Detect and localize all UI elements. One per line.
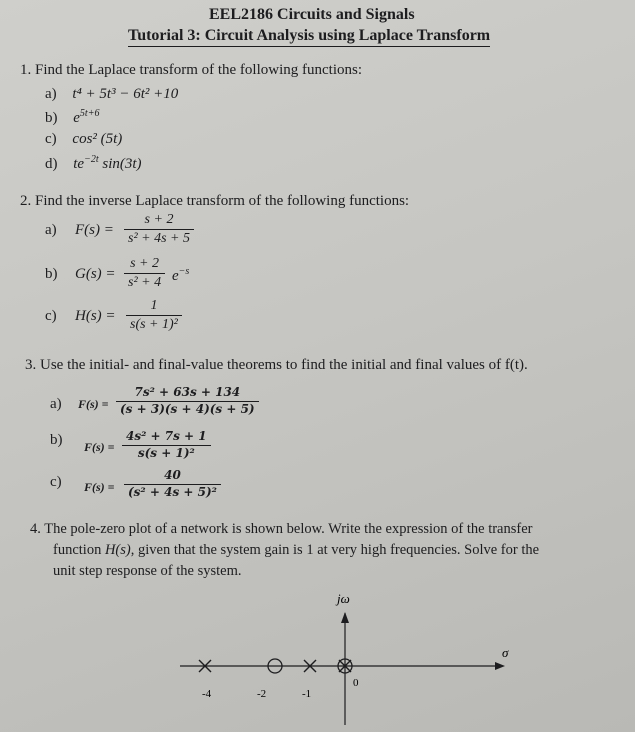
q3b-lhs: F(s) = xyxy=(84,440,115,454)
jw-arrow xyxy=(341,612,349,623)
q3b-label: b) xyxy=(50,432,63,448)
q2a-fraction xyxy=(124,212,194,247)
q1d-label: d) xyxy=(45,156,58,172)
q3b-fraction xyxy=(122,430,211,461)
q2b-fraction xyxy=(124,256,165,291)
course-title: EEL2186 Circuits and Signals xyxy=(209,6,415,23)
q2a-numerator: s + 2 xyxy=(144,212,174,227)
jw-axis-label: jω xyxy=(337,591,350,606)
tutorial-title: Tutorial 3: Circuit Analysis using Laplace Transform xyxy=(128,27,490,47)
q2-prompt: 2. Find the inverse Laplace transform of the following functions: xyxy=(20,193,410,209)
tick-label-zero: 0 xyxy=(353,677,359,689)
q2b-tail xyxy=(172,266,189,285)
q3a-numerator: 7s² + 63s + 134 xyxy=(134,385,241,399)
q2c-fraction xyxy=(126,298,182,333)
q2b-label: b) xyxy=(45,266,58,282)
q3c-lhs: F(s) = xyxy=(84,480,115,494)
q1-prompt: 1. Find the Laplace transform of the following functions: xyxy=(20,62,363,78)
q2b-numerator: s + 2 xyxy=(130,256,159,271)
q2c-denominator: s(s + 1)² xyxy=(130,317,178,333)
q3c-label: c) xyxy=(50,474,62,490)
q1d-expr-pre: te xyxy=(73,156,85,172)
q4-line1: 4. The pole-zero plot of a network is shown below. Write the expression of the transfer xyxy=(30,521,533,537)
q1d xyxy=(45,154,142,173)
q2c-lhs: H(s) = xyxy=(75,308,116,324)
q1a-expr: t⁴ + 5t³ − 6t² +10 xyxy=(72,86,179,102)
q3a-fraction xyxy=(116,386,259,417)
q2b-exp-sup: −s xyxy=(178,266,190,277)
sigma-arrow xyxy=(495,662,505,670)
q2c-label: c) xyxy=(45,308,57,324)
q2b-lhs: G(s) = xyxy=(75,266,116,282)
q3-prompt: 3. Use the initial- and final-value theorems to find the initial and final values of f(t). xyxy=(25,357,528,373)
q2a-lhs: F(s) = xyxy=(75,222,114,238)
q4-line2 xyxy=(53,542,539,559)
q4-line3: unit step response of the system. xyxy=(53,563,242,579)
q2a-denominator: s² + 4s + 5 xyxy=(128,231,190,247)
q1b-expr: e xyxy=(73,110,80,126)
q3a-lhs: F(s) = xyxy=(78,397,109,411)
q2a-label: a) xyxy=(45,222,57,238)
q1b-label: b) xyxy=(45,110,58,126)
q1b-sup: 5t+6 xyxy=(79,108,100,119)
q2b-denominator: s² + 4 xyxy=(128,275,162,291)
q4-line2-pre: function xyxy=(53,542,105,558)
q1d-expr-post: sin(3t) xyxy=(98,156,142,172)
q2c-numerator: 1 xyxy=(150,298,158,313)
q3c-denominator: (s² + 4s + 5)² xyxy=(128,484,217,499)
q2b-exp-base: e xyxy=(172,268,179,284)
q1d-sup: −2t xyxy=(84,154,99,165)
q3b-denominator: s(s + 1)² xyxy=(137,445,195,460)
tick-label-neg4: -4 xyxy=(202,688,212,700)
q1a-label: a) xyxy=(45,86,57,102)
q1b xyxy=(45,108,99,127)
q1c-label: c) xyxy=(45,131,57,147)
q3b-numerator: 4s² + 7s + 1 xyxy=(126,429,207,443)
q3c-numerator: 40 xyxy=(164,468,181,482)
q3a-denominator: (s + 3)(s + 4)(s + 5) xyxy=(120,401,255,416)
q3a-label: a) xyxy=(50,396,62,412)
sigma-axis-label: σ xyxy=(502,645,509,660)
q4-line2-post: , given that the system gain is 1 at very high frequencies. Solve for the xyxy=(130,542,540,558)
q3c-fraction xyxy=(124,469,221,500)
q1c-expr: cos² (5t) xyxy=(72,131,123,147)
pole-zero-plot xyxy=(150,585,510,730)
q1a xyxy=(45,86,178,103)
q4-line2-math: H(s) xyxy=(104,542,131,558)
q1c xyxy=(45,131,122,148)
tick-label-neg2: -2 xyxy=(257,688,267,700)
tick-label-neg1: -1 xyxy=(302,688,312,700)
